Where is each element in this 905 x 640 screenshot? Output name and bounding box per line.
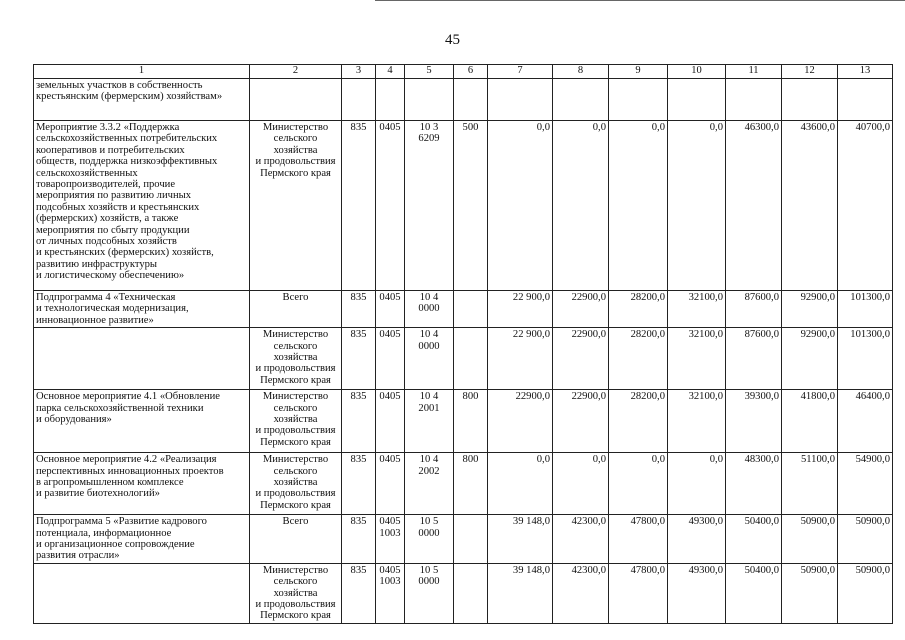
column-header-6: 6 bbox=[454, 65, 488, 79]
table-cell: Всего bbox=[250, 515, 342, 564]
table-cell: 43600,0 bbox=[782, 121, 838, 291]
table-cell: 87600,0 bbox=[726, 291, 782, 328]
column-header-8: 8 bbox=[553, 65, 609, 79]
table-cell bbox=[782, 79, 838, 121]
table-cell: 32100,0 bbox=[668, 291, 726, 328]
table-cell: 0,0 bbox=[609, 453, 668, 515]
table-cell: 41800,0 bbox=[782, 390, 838, 453]
table-cell bbox=[405, 79, 454, 121]
table-cell: 835 bbox=[342, 453, 376, 515]
table-cell: 0,0 bbox=[488, 121, 553, 291]
table-cell: земельных участков в собственность крестьянским (фермерским) хозяйствам» bbox=[34, 79, 250, 121]
table-cell: 39300,0 bbox=[726, 390, 782, 453]
table-cell: Подпрограмма 5 «Развитие кадрового потенциала, информационное и организационное сопровождение развития отрасли» bbox=[34, 515, 250, 564]
table-cell: Министерство сельского хозяйства и продовольствия Пермского края bbox=[250, 121, 342, 291]
table-cell: 54900,0 bbox=[838, 453, 893, 515]
table-cell: 92900,0 bbox=[782, 291, 838, 328]
table-cell bbox=[342, 79, 376, 121]
table-cell: 800 bbox=[454, 390, 488, 453]
table-cell: 28200,0 bbox=[609, 291, 668, 328]
table-cell: 0,0 bbox=[553, 453, 609, 515]
table-cell: 42300,0 bbox=[553, 515, 609, 564]
table-cell: 46400,0 bbox=[838, 390, 893, 453]
table-cell: 835 bbox=[342, 515, 376, 564]
table-cell bbox=[838, 79, 893, 121]
table-cell: 0,0 bbox=[609, 121, 668, 291]
table-cell: 48300,0 bbox=[726, 453, 782, 515]
table-cell: 40700,0 bbox=[838, 121, 893, 291]
table-cell: 51100,0 bbox=[782, 453, 838, 515]
table-cell: 10 5 0000 bbox=[405, 563, 454, 623]
table-cell: 835 bbox=[342, 563, 376, 623]
table-cell bbox=[454, 291, 488, 328]
table-cell: 50900,0 bbox=[782, 515, 838, 564]
table-cell bbox=[668, 79, 726, 121]
table-cell bbox=[454, 563, 488, 623]
table-cell bbox=[250, 79, 342, 121]
table-cell: 49300,0 bbox=[668, 563, 726, 623]
table-row bbox=[34, 563, 893, 623]
table-cell: 92900,0 bbox=[782, 328, 838, 390]
table-cell: 32100,0 bbox=[668, 328, 726, 390]
table-cell bbox=[726, 79, 782, 121]
table-cell: 49300,0 bbox=[668, 515, 726, 564]
table-row bbox=[34, 79, 893, 121]
table-cell: 0405 bbox=[376, 291, 405, 328]
table-cell: 39 148,0 bbox=[488, 515, 553, 564]
header-row bbox=[34, 65, 893, 79]
table-cell: 28200,0 bbox=[609, 390, 668, 453]
table-row bbox=[34, 328, 893, 390]
top-rule bbox=[375, 0, 905, 1]
table-cell: 835 bbox=[342, 390, 376, 453]
table-cell bbox=[454, 79, 488, 121]
table-cell: 0405 bbox=[376, 121, 405, 291]
table-cell: 50900,0 bbox=[838, 515, 893, 564]
column-header-12: 12 bbox=[782, 65, 838, 79]
table-cell: 0405 bbox=[376, 328, 405, 390]
table-cell: 22900,0 bbox=[553, 328, 609, 390]
table-cell bbox=[609, 79, 668, 121]
page-number: 45 bbox=[445, 32, 460, 48]
table-cell: Министерство сельского хозяйства и продовольствия Пермского края bbox=[250, 390, 342, 453]
table-cell bbox=[34, 328, 250, 390]
table-cell: 50400,0 bbox=[726, 563, 782, 623]
table-cell: 87600,0 bbox=[726, 328, 782, 390]
table-row bbox=[34, 453, 893, 515]
table-cell: 500 bbox=[454, 121, 488, 291]
table-cell: 0,0 bbox=[668, 121, 726, 291]
table-cell: 0,0 bbox=[488, 453, 553, 515]
table-cell: 10 4 0000 bbox=[405, 291, 454, 328]
column-header-3: 3 bbox=[342, 65, 376, 79]
table-cell: 50900,0 bbox=[838, 563, 893, 623]
table-cell: 835 bbox=[342, 291, 376, 328]
table-cell: Подпрограмма 4 «Техническая и технологическая модернизация, инновационное развитие» bbox=[34, 291, 250, 328]
table-cell: Основное мероприятие 4.1 «Обновление парка сельскохозяйственной техники и оборудования» bbox=[34, 390, 250, 453]
table-cell: Основное мероприятие 4.2 «Реализация перспективных инновационных проектов в агропромышленном комплексе и развитие биотехнологий» bbox=[34, 453, 250, 515]
table-cell: 47800,0 bbox=[609, 515, 668, 564]
table-cell: 39 148,0 bbox=[488, 563, 553, 623]
table-row bbox=[34, 291, 893, 328]
table-cell bbox=[454, 515, 488, 564]
table-cell: 10 4 2002 bbox=[405, 453, 454, 515]
table-cell: 0,0 bbox=[668, 453, 726, 515]
column-header-7: 7 bbox=[488, 65, 553, 79]
column-header-4: 4 bbox=[376, 65, 405, 79]
table-cell: 835 bbox=[342, 328, 376, 390]
table-cell: 835 bbox=[342, 121, 376, 291]
table-cell: 0405 1003 bbox=[376, 563, 405, 623]
table-cell: 800 bbox=[454, 453, 488, 515]
table-cell: 101300,0 bbox=[838, 291, 893, 328]
table-cell: Министерство сельского хозяйства и продовольствия Пермского края bbox=[250, 563, 342, 623]
table-cell: 10 3 6209 bbox=[405, 121, 454, 291]
table-cell: 47800,0 bbox=[609, 563, 668, 623]
table-cell: 0405 1003 bbox=[376, 515, 405, 564]
table-row bbox=[34, 390, 893, 453]
table-cell: 10 4 0000 bbox=[405, 328, 454, 390]
column-header-11: 11 bbox=[726, 65, 782, 79]
column-header-2: 2 bbox=[250, 65, 342, 79]
table-cell bbox=[553, 79, 609, 121]
table-cell: 22 900,0 bbox=[488, 291, 553, 328]
table-cell: 0405 bbox=[376, 453, 405, 515]
table-cell: 22900,0 bbox=[553, 291, 609, 328]
table-cell: Мероприятие 3.3.2 «Поддержка сельскохозяйственных потребительских кооперативов и потребительских обществ, поддержка низкоэффективных сельскохозяйственных товаропроизводителей, прочие мероприятия по развитию личных подсобных хозяйств и крестьянских (фермерских) хозяйств, а также мероприятия по сбыту продукции от личных подсобных хозяйств и крестьянских (фермерских) хозяйств, развитию инфраструктуры и логистическому обеспечению» bbox=[34, 121, 250, 291]
table-cell: 32100,0 bbox=[668, 390, 726, 453]
table-cell: 101300,0 bbox=[838, 328, 893, 390]
column-header-10: 10 bbox=[668, 65, 726, 79]
table-cell: 50900,0 bbox=[782, 563, 838, 623]
table-cell: 22900,0 bbox=[488, 390, 553, 453]
table-cell: 42300,0 bbox=[553, 563, 609, 623]
table-cell: 22900,0 bbox=[553, 390, 609, 453]
table-cell: 0,0 bbox=[553, 121, 609, 291]
table-cell: 50400,0 bbox=[726, 515, 782, 564]
table-cell: 10 5 0000 bbox=[405, 515, 454, 564]
budget-table bbox=[33, 64, 893, 624]
table-cell bbox=[488, 79, 553, 121]
table-cell: 0405 bbox=[376, 390, 405, 453]
column-header-9: 9 bbox=[609, 65, 668, 79]
column-header-13: 13 bbox=[838, 65, 893, 79]
table-cell bbox=[376, 79, 405, 121]
table-cell bbox=[34, 563, 250, 623]
table-cell: 10 4 2001 bbox=[405, 390, 454, 453]
table-cell bbox=[454, 328, 488, 390]
table-cell: Министерство сельского хозяйства и продовольствия Пермского края bbox=[250, 453, 342, 515]
table-cell: 46300,0 bbox=[726, 121, 782, 291]
table-cell: 22 900,0 bbox=[488, 328, 553, 390]
column-header-1: 1 bbox=[34, 65, 250, 79]
column-header-5: 5 bbox=[405, 65, 454, 79]
table-cell: 28200,0 bbox=[609, 328, 668, 390]
table-cell: Всего bbox=[250, 291, 342, 328]
table-row bbox=[34, 121, 893, 291]
table-cell: Министерство сельского хозяйства и продовольствия Пермского края bbox=[250, 328, 342, 390]
table-row bbox=[34, 515, 893, 564]
